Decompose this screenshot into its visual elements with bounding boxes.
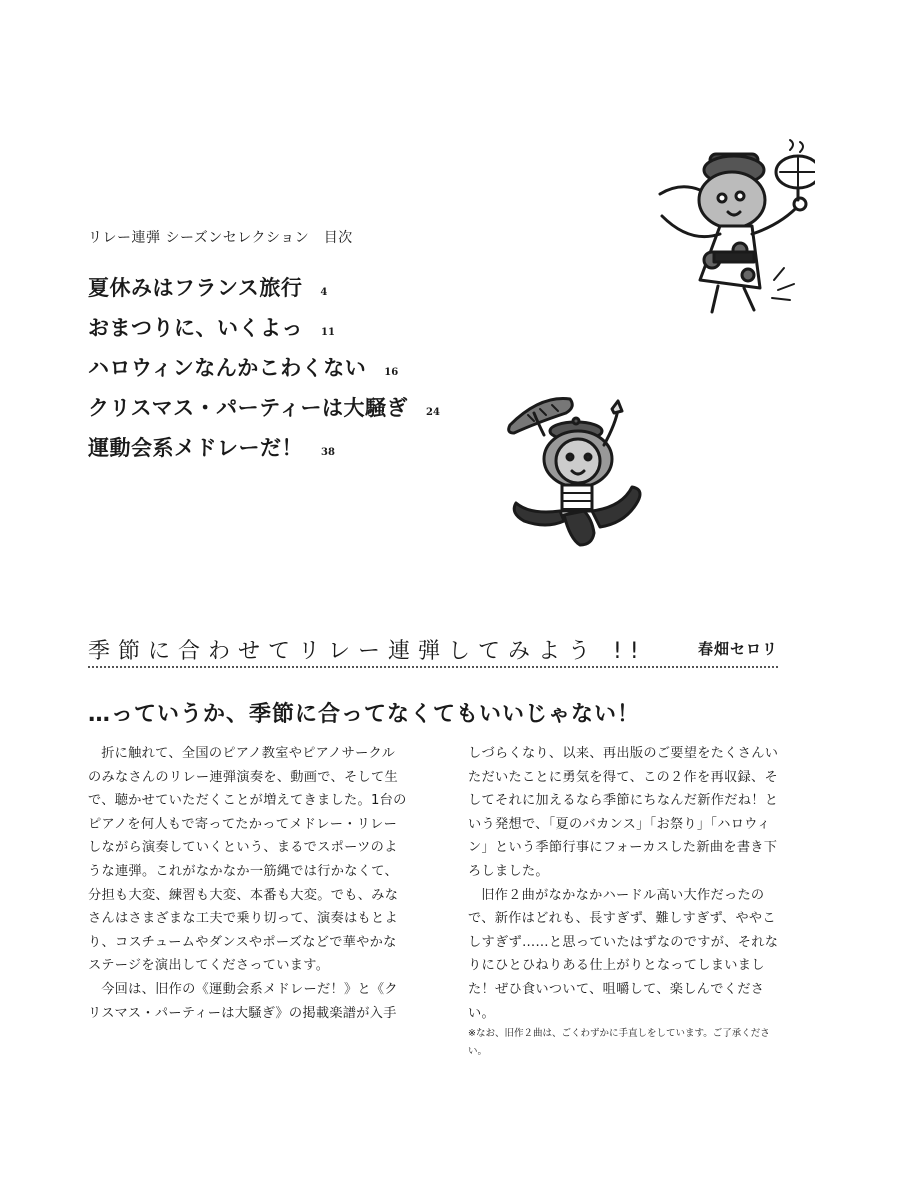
toc-item-title: クリスマス・パーティーは大騒ぎ bbox=[88, 396, 408, 420]
toc-list bbox=[88, 272, 440, 472]
toc-item[interactable] bbox=[88, 392, 440, 432]
section-title: 季節に合わせてリレー連弾してみよう !! bbox=[88, 639, 647, 664]
toc-item-page: 11 bbox=[321, 327, 335, 338]
girl-with-baguette-illustration bbox=[500, 385, 660, 555]
body-column-right bbox=[468, 742, 788, 1061]
paragraph: しづらくなり、以来、再出版のご要望をたくさんいただいたことに勇気を得て、この２作を再収録、そしてそれに加えるなら季節にちなんだ新作だね！という発想で、「夏のバカンス」「お祭り」「ハロウィン」という季節行事にフォーカスした新曲を書き下ろしました。 bbox=[468, 746, 779, 879]
toc-item-page: 16 bbox=[384, 367, 399, 378]
festival-dancer-illustration bbox=[640, 130, 815, 320]
toc-item-page: 38 bbox=[321, 447, 335, 458]
footnote: ※なお、旧作２曲は、ごくわずかに手直しをしています。ご了承ください。 bbox=[468, 1028, 770, 1058]
paragraph: 今回は、旧作の《運動会系メドレーだ！》と《クリスマス・パーティーは大騒ぎ》の掲載楽譜が入手 bbox=[88, 981, 398, 1021]
toc-item[interactable] bbox=[88, 272, 440, 312]
subheading: …っていうか、季節に合ってなくてもいいじゃない！ bbox=[88, 702, 641, 727]
toc-item-title: ハロウィンなんかこわくない bbox=[88, 356, 367, 380]
toc-item[interactable] bbox=[88, 352, 440, 392]
toc-item-title: おまつりに、いくよっ bbox=[88, 316, 303, 340]
toc-item-title: 夏休みはフランス旅行 bbox=[88, 276, 303, 300]
body-column-left bbox=[88, 742, 408, 1025]
toc-item-page: 4 bbox=[320, 287, 328, 298]
paragraph: 旧作２曲がなかなかハードル高い大作だったので、新作はどれも、長すぎず、難しすぎず、ややこしすぎず……と思っていたはずなのですが、それなりにひとひねりある仕上がりとなってしまいました！ぜひ食いついて、咀嚼して、楽しんでください。 bbox=[468, 887, 779, 1021]
toc-item-title: 運動会系メドレーだ！ bbox=[88, 436, 303, 460]
section-header bbox=[88, 634, 778, 668]
toc-item-page: 24 bbox=[425, 407, 440, 418]
toc-item[interactable] bbox=[88, 312, 440, 352]
author-name: 春畑セロリ bbox=[697, 640, 778, 658]
toc-item[interactable] bbox=[88, 432, 440, 472]
toc-heading: リレー連弾 シーズンセレクション 目次 bbox=[88, 230, 353, 246]
paragraph: 折に触れて、全国のピアノ教室やピアノサークルのみなさんのリレー連弾演奏を、動画で、そして生で、聴かせていただくことが増えてきました。1台のピアノを何人もで寄ってたかってメドレー・リレーしながら演奏していくという、まるでスポーツのような連弾。これがなかなか一筋縄では行かなくて、分担も大変、練習も大変、本番も大変。でも、みなさんはさまざまな工夫で乗り切って、演奏はもとより、コスチュームやダンスやポーズなどで華やかなステージを演出してくださっています。 bbox=[88, 746, 407, 974]
